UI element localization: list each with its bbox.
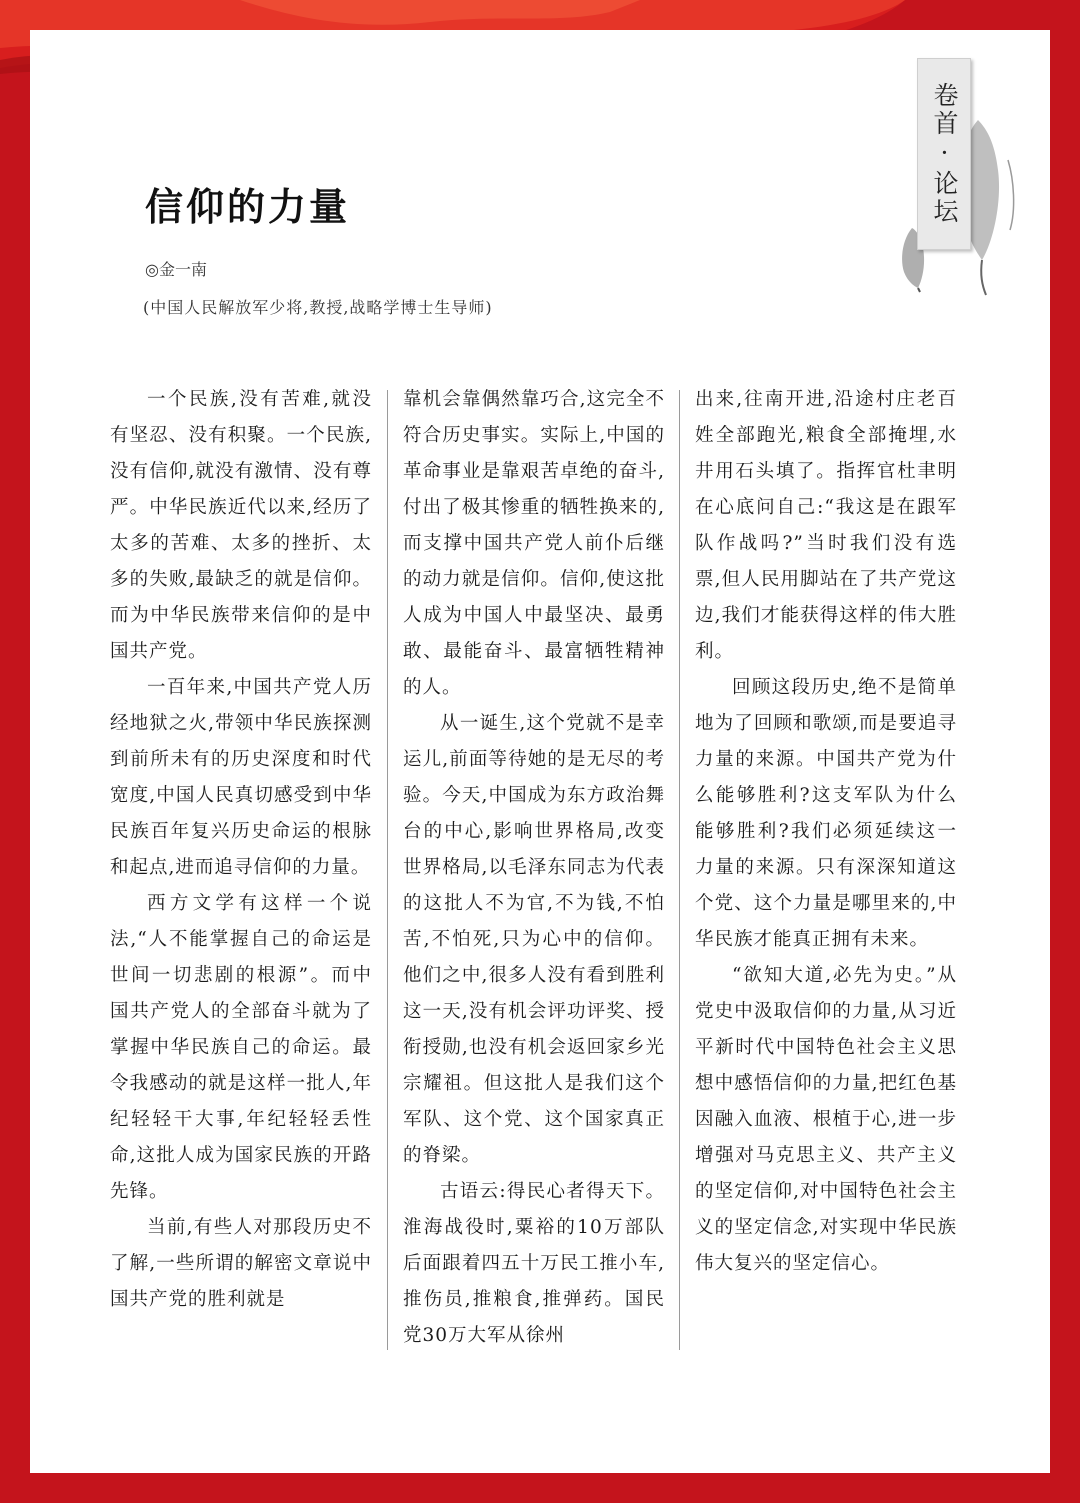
paragraph: 靠机会靠偶然靠巧合,这完全不符合历史事实。实际上,中国的革命事业是靠艰苦卓绝的奋斗,付出了极其惨重的牺牲换来的,而支撑中国共产党人前仆后继的动力就是信仰。信仰,使这批人成为中国人中最坚决、最勇敢、最能奋斗、最富牺牲精神的人。	[403, 389, 665, 698]
column-divider	[387, 390, 388, 1350]
article-author: ◎金一南	[145, 260, 207, 279]
paragraph: 一个民族,没有苦难,就没有坚忍、没有积聚。一个民族,没有信仰,就没有激情、没有尊严。中华民族近代以来,经历了太多的苦难、太多的挫折、太多的失败,最缺乏的就是信仰。而为中华民族带来信仰的是中国共产党。	[110, 389, 372, 662]
section-tab	[917, 58, 971, 250]
paragraph: 一百年来,中国共产党人历经地狱之火,带领中华民族探测到前所未有的历史深度和时代宽度,中国人民真切感受到中华民族百年复兴历史命运的根脉和起点,进而追寻信仰的力量。	[110, 677, 372, 878]
text-column-2	[403, 382, 665, 1354]
paragraph: 从一诞生,这个党就不是幸运儿,前面等待她的是无尽的考验。今天,中国成为东方政治舞台的中心,影响世界格局,改变世界格局,以毛泽东同志为代表的这批人不为官,不为钱,不怕苦,不怕死,只为心中的信仰。他们之中,很多人没有看到胜利这一天,没有机会评功评奖、授衔授勋,也没有机会返回家乡光宗耀祖。但这批人是我们这个军队、这个党、这个国家真正的脊梁。	[403, 713, 665, 1166]
text-column-3	[695, 382, 957, 1282]
author-affiliation: (中国人民解放军少将,教授,战略学博士生导师)	[143, 298, 493, 317]
column-divider	[679, 390, 680, 1350]
section-tab-label: 卷首·论坛	[930, 82, 959, 226]
text-column-1	[110, 382, 372, 1318]
paragraph: 出来,往南开进,沿途村庄老百姓全部跑光,粮食全部掩埋,水井用石头填了。指挥官杜聿明在心底问自己:“我这是在跟军队作战吗?”当时我们没有选票,但人民用脚站在了共产党这边,我们才能获得这样的伟大胜利。	[695, 389, 957, 662]
paragraph: 古语云:得民心者得天下。淮海战役时,粟裕的10万部队后面跟着四五十万民工推小车,推伤员,推粮食,推弹药。国民党30万大军从徐州	[403, 1181, 665, 1346]
article-title: 信仰的力量	[145, 184, 351, 229]
paragraph: 西方文学有这样一个说法,“人不能掌握自己的命运是世间一切悲剧的根源”。而中国共产党人的全部奋斗就为了掌握中华民族自己的命运。最令我感动的就是这样一批人,年纪轻轻干大事,年纪轻轻丢性命,这批人成为国家民族的开路先锋。	[110, 893, 372, 1202]
paragraph: 当前,有些人对那段历史不了解,一些所谓的解密文章说中国共产党的胜利就是	[110, 1217, 372, 1310]
paragraph: 回顾这段历史,绝不是简单地为了回顾和歌颂,而是要追寻力量的来源。中国共产党为什么能够胜利?这支军队为什么能够胜利?我们必须延续这一力量的来源。只有深深知道这个党、这个力量是哪里来的,中华民族才能真正拥有未来。	[695, 677, 957, 950]
paragraph: “欲知大道,必先为史。”从党史中汲取信仰的力量,从习近平新时代中国特色社会主义思想中感悟信仰的力量,把红色基因融入血液、根植于心,进一步增强对马克思主义、共产主义的坚定信仰,对中国特色社会主义的坚定信念,对实现中华民族伟大复兴的坚定信心。	[695, 965, 957, 1274]
